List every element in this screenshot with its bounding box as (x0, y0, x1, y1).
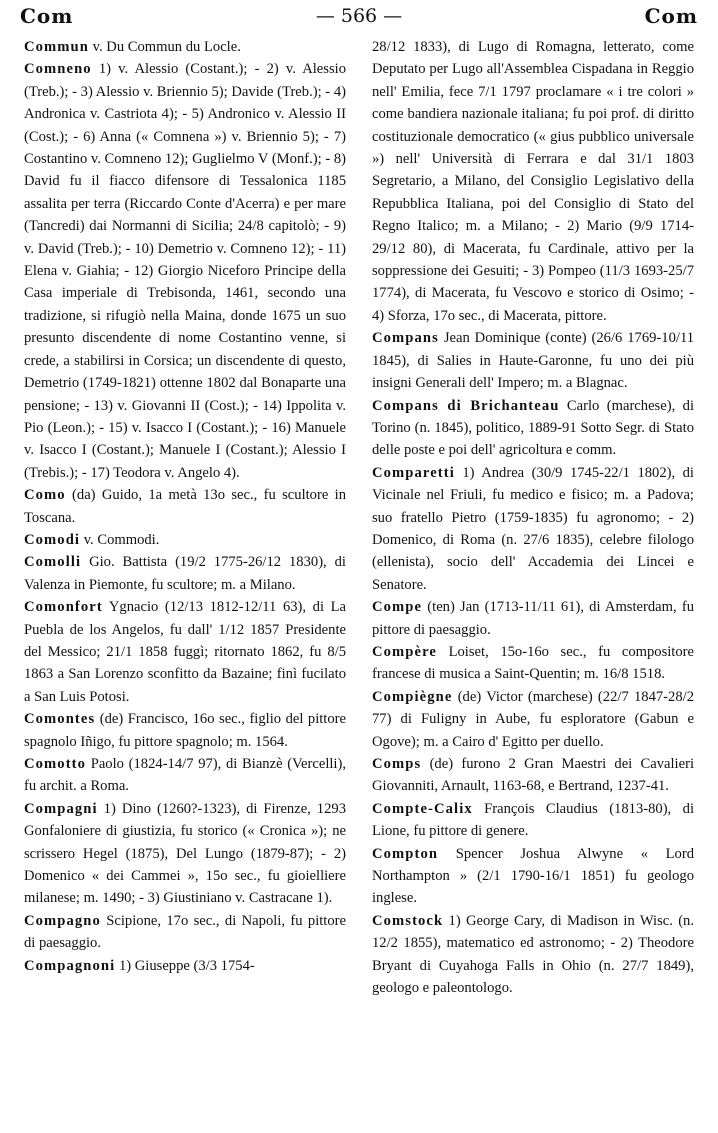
entry-headword: Compe (372, 599, 423, 616)
entry (372, 798, 694, 843)
entry-text: Spencer Joshua Alwyne « Lord Northampton » (2/1 1790-16/1 1851) fu geologo inglese. (372, 845, 694, 907)
header-left-word: Com (20, 4, 74, 28)
entry-headword: Compans (372, 330, 439, 347)
entry (372, 36, 694, 327)
entry (372, 641, 694, 686)
entry-headword: Compagni (24, 800, 98, 817)
entry (372, 395, 694, 462)
left-column (24, 36, 346, 1126)
entry-text: 1) v. Alessio (Costant.); - 2) v. Alessio (Treb.); - 3) Alessio v. Briennio 5); Davide (Treb.); - 4) Andronica v. Castriota 4); - 5) Andronico v. Alessio II (Cost.); - 6) Anna (« Comnena ») v. Briennio 5); - 7) Costantino v. Comneno 12); Guglielmo V (Monf.); - 8) David fu il fiacco difensore di Tessalonica 1185 assalita per terra (Riccardo Conte d'Acerra) e per mare (Tancredi) dai Normanni di Sicilia; 24/8 capitolò; - 9) v. David (Treb.); - 10) Demetrio v. Comneno 12); - 11) Elena v. Giahia; - 12) Giorgio Niceforo Principe della Casa imperiale di Trebisonda, 1461, secondo una tradizione, si rifugiò nella Maina, donde 1675 un suo presunto discendente di nome Costantino venne, si crede, a stabilirsi in Corsica; un discendente di questo, Demetrio (1749-1821) ottenne 1802 dal Bonaparte una pensione; - 13) v. Giovanni II (Cost.); - 14) Ippolita v. Pio (Leon.); - 15) v. Isacco I (Costant.); - 16) Manuele v. Isacco I (Costant.); Manuele I (Costant.); Alessio I (Trebis.); - 17) Teodora v. Angelo 4). (24, 61, 346, 481)
entry (372, 686, 694, 753)
entry-headword: Compte-Calix (372, 800, 473, 817)
entry-headword: Commun (24, 39, 89, 55)
entry-headword: Comotto (24, 756, 87, 772)
entry-text: (ten) Jan (1713-11/11 61), di Amsterdam, fu pittore di paesaggio. (372, 599, 694, 638)
entry-text: (da) Guido, 1a metà 13o sec., fu scultore in Toscana. (24, 487, 346, 526)
right-column (372, 36, 694, 1126)
entry-headword: Compiègne (372, 688, 453, 705)
entry (24, 529, 346, 551)
entry-text: Scipione, 17o sec., di Napoli, fu pittore di paesaggio. (24, 912, 346, 952)
entry-text: Jean Dominique (conte) (26/6 1769-10/11 1845), di Salies in Haute-Garonne, fu uno dei più insigni Generali dell' Impero; m. a Blagnac. (372, 330, 694, 392)
header-right-word: Com (644, 4, 698, 28)
entry-text: v. Commodi. (80, 531, 160, 548)
entry (372, 753, 694, 798)
entry-headword: Comodi (24, 531, 81, 548)
entry-headword: Comontes (24, 711, 96, 728)
entry (372, 910, 694, 1000)
entry-text: (de) Victor (marchese) (22/7 1847-28/2 77) di Fuligny in Aube, fu esploratore (Gabun e Ogove); m. a Cairo d' Egitto per duello. (372, 688, 694, 750)
entry-text: Loiset, 15o-16o sec., fu compositore francese di musica a Saint-Quentin; m. 16/8 1518. (372, 643, 694, 683)
entry (24, 753, 346, 798)
entry-text: François Claudius (1813-80), di Lione, fu pittore di genere. (372, 800, 694, 840)
entry (24, 484, 346, 529)
entry-text: 1) Giuseppe (3/3 1754- (115, 957, 255, 974)
entry (24, 955, 346, 977)
entry-headword: Compagnoni (24, 957, 116, 974)
entry-text: (de) furono 2 Gran Maestri dei Cavalieri Giovanniti, Arnault, 1163-68, e Bertrand, 1237-41. (372, 756, 694, 795)
entry (24, 551, 346, 596)
entry (24, 36, 346, 58)
entry (24, 798, 346, 910)
entry (372, 327, 694, 394)
entry-text: Ygnacio (12/13 1812-12/11 63), di La Puebla de los Angelos, fu dall' 1/12 1857 Presidente del Messico; 21/1 1858 fuggì; ritornato 1862, fu 8/5 1863 a San Lorenzo sconfitto da Bazaine; finì fucilato a San Luis Potosi. (24, 599, 346, 705)
entry-text: 1) George Cary, di Madison in Wisc. (n. 12/2 1855), matematico ed astronomo; - 2) Theodore Bryant di Cuyahoga Falls in Ohio (n. 27/7 1849), geologo e paleontologo. (372, 912, 694, 997)
entry-text: Gio. Battista (19/2 1775-26/12 1830), di Valenza in Piemonte, fu scultore; m. a Milano. (24, 554, 346, 593)
entry-headword: Comolli (24, 554, 82, 571)
entry (372, 843, 694, 910)
entry-headword: Como (24, 487, 66, 504)
page-header (20, 4, 698, 28)
entry-headword: Compans di Brichanteau (372, 397, 560, 414)
entry-text: 1) Dino (1260?-1323), di Firenze, 1293 Gonfaloniere di giustizia, fu storico (« Cronica »); ne scrissero Hegel (1875), Del Lungo (1879-87); - 2) Domenico « dei Cammei », 15o sec., fu gioielliere milanese; m. 1490; - 3) Giustiniano v. Castracane 1). (24, 800, 346, 907)
entry-headword: Comonfort (24, 599, 103, 616)
entry-headword: Comparetti (372, 464, 455, 481)
entry (24, 708, 346, 753)
entry-headword: Comstock (372, 912, 444, 929)
entry-headword: Compagno (24, 912, 101, 929)
entry-headword: Comneno (24, 61, 92, 78)
entry-text: Carlo (marchese), di Torino (n. 1845), politico, 1889-91 Sotto Segr. di Stato delle poste e poi dell' agricoltura e comm. (372, 397, 694, 459)
entry (24, 596, 346, 708)
entry (24, 58, 346, 484)
entry-headword: Compère (372, 643, 437, 660)
entry-text: v. Du Commun du Locle. (88, 39, 241, 55)
entry-text: (de) Francisco, 16o sec., figlio del pittore spagnolo Iñigo, fu pittore spagnolo; m. 1564. (24, 711, 346, 750)
entry (372, 596, 694, 641)
page-number: — 566 — (315, 5, 403, 27)
entry-headword: Compton (372, 845, 439, 862)
entry-text: 1) Andrea (30/9 1745-22/1 1802), di Vicinale nel Friuli, fu medico e fisico; m. a Padova; suo fratello Pietro (1759-1835) fu agronomo; - 2) Domenico, di Roma (n. 27/6 1835), celebre filologo (ellenista), socio dell' Accademia dei Lincei e Senatore. (372, 464, 694, 593)
entry-headword: Comps (372, 756, 422, 772)
entry-text: Paolo (1824-14/7 97), di Bianzè (Vercelli), fu archit. a Roma. (24, 756, 346, 795)
entry-text: 28/12 1833), di Lugo di Romagna, letterato, come Deputato per Lugo all'Assemblea Cispadana in Reggio nell' Emilia, fece 7/1 1797 proclamare « i tre colori » come bandiera nazionale italiana; fu poi prof. di diritto costituzionale democratico (« gius pubblico universale ») nell' Università di Ferrara e dal 31/1 1803 Segretario, a Milano, del Consiglio Legislativo della Repubblica Italiana, poi del Consiglio di Stato del Regno Italico; m. a Milano; - 2) Mario (9/9 1714-29/12 80), di Macerata, fu Cardinale, attivo per la soppressione dei Gesuiti; - 3) Pompeo (11/3 1693-25/7 1774), di Macerata, fu Vescovo e storico di Osimo; - 4) Sforza, 17o sec., di Macerata, pittore. (372, 39, 694, 324)
entry (24, 910, 346, 955)
entry (372, 462, 694, 596)
